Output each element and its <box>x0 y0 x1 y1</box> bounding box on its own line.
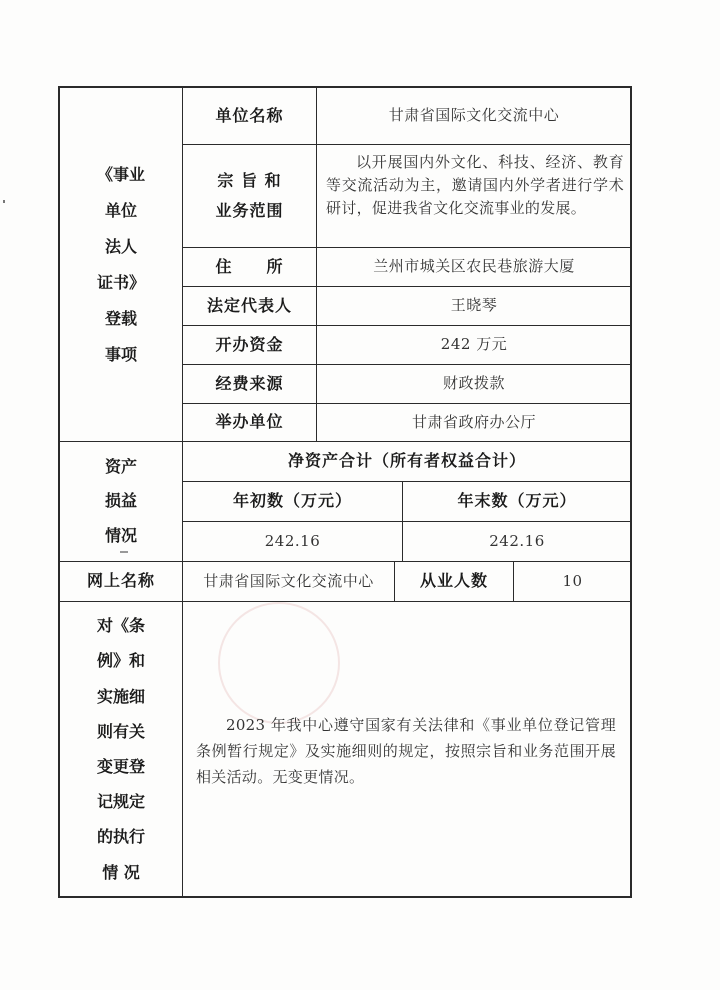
end-of-year-value: 242.16 <box>489 531 545 550</box>
capital-label: 开办资金 <box>215 334 284 354</box>
legal-rep-value: 王晓琴 <box>450 296 498 315</box>
sponsor-label: 举办单位 <box>215 412 284 432</box>
column-divider <box>182 601 183 897</box>
purpose-label: 宗 旨 和 业务范围 <box>215 170 284 220</box>
address-value: 兰州市城关区农民巷旅游大厦 <box>373 257 575 276</box>
capital-value: 242 万元 <box>440 335 508 354</box>
address-label: 住 所 <box>215 256 284 276</box>
cert-section-label: 《事业 单位 法人 证书》 登载 事项 <box>96 164 145 364</box>
assets-section-label: 资产 损益 情况 <box>104 456 137 545</box>
staff-count-label: 从业人数 <box>419 571 488 591</box>
scan-speck <box>120 551 128 553</box>
funding-label: 经费来源 <box>215 373 284 393</box>
unit-name-label: 单位名称 <box>215 105 284 125</box>
begin-of-year-label: 年初数（万元） <box>232 491 352 511</box>
begin-of-year-value: 242.16 <box>264 531 321 550</box>
purpose-value: 以开展国内外文化、科技、经济、教育等交流活动为主，邀请国内外学者进行学术研讨，促进我省文化交流事业的发展。 <box>326 153 624 217</box>
sponsor-value: 甘肃省政府办公厅 <box>411 412 536 431</box>
scan-speck <box>3 200 5 203</box>
online-name-label: 网上名称 <box>86 571 155 591</box>
unit-name-value: 甘肃省国际文化交流中心 <box>388 106 560 125</box>
staff-count-value: 10 <box>562 571 583 590</box>
legal-rep-label: 法定代表人 <box>206 295 292 315</box>
execution-statement: 2023 年我中心遵守国家有关法律和《事业单位登记管理条例暂行规定》及实施细则的规定，按照宗旨和业务范围开展相关活动。无变更情况。 <box>196 716 616 786</box>
execution-section-label: 对《条 例》和 实施细 则有关 变更登 记规定 的执行 情 况 <box>96 616 145 882</box>
end-of-year-label: 年末数（万元） <box>457 491 577 511</box>
funding-value: 财政拨款 <box>442 374 505 393</box>
net-assets-header: 净资产合计（所有者权益合计） <box>287 451 526 471</box>
online-name-value: 甘肃省国际文化交流中心 <box>203 571 374 590</box>
